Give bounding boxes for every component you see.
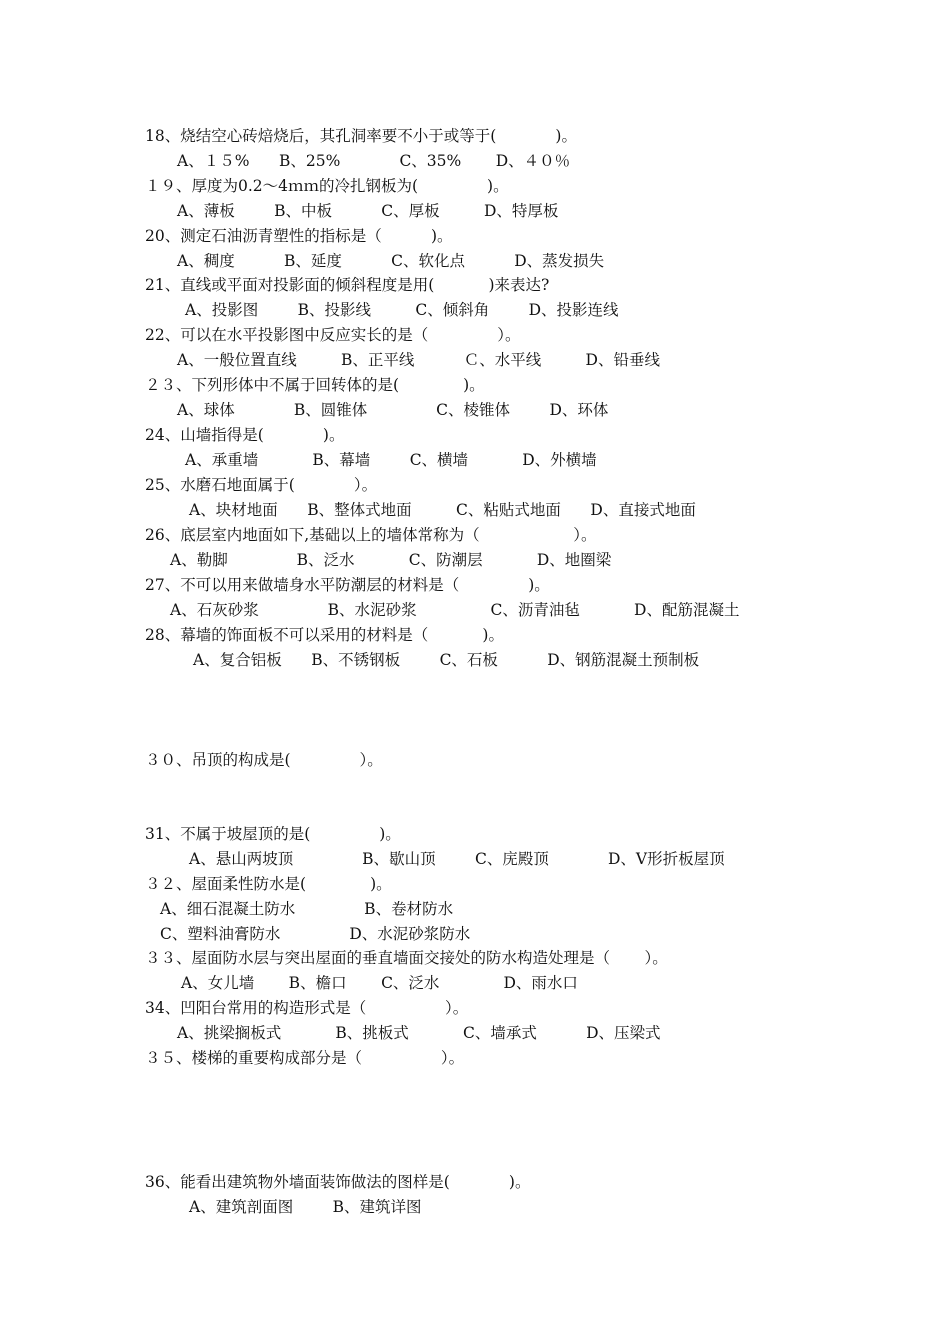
question-21: 21、直线或平面对投影面的倾斜程度是用( )来表达? <box>145 276 550 294</box>
question-19-options: A、薄板 B、中板 C、厚板 D、特厚板 <box>177 202 559 220</box>
question-32-options-row-1: A、细石混凝土防水 B、卷材防水 <box>160 900 454 918</box>
question-28: 28、幕墙的饰面板不可以采用的材料是（ )。 <box>145 626 504 644</box>
question-19: １９、厚度为0.2～4ｍｍ的冷扎钢板为( )。 <box>145 177 509 195</box>
question-18-options: A、１５% B、25% C、35% D、４０％ <box>177 152 571 170</box>
question-20: 20、测定石油沥青塑性的指标是（ )。 <box>145 227 453 245</box>
question-36-options: A、建筑剖面图 B、建筑详图 <box>189 1198 422 1216</box>
question-36: 36、能看出建筑物外墙面装饰做法的图样是( )。 <box>145 1173 531 1191</box>
question-28-options: A、复合铝板 B、不锈钢板 C、石板 D、钢筋混凝土预制板 <box>193 651 700 669</box>
question-34-options: A、挑梁搁板式 B、挑板式 C、墙承式 D、压梁式 <box>177 1024 661 1042</box>
question-22-options: A、一般位置直线 B、正平线 Ｃ、水平线 D、铅垂线 <box>177 351 660 369</box>
question-32-options-row-2: C、塑料油膏防水 D、水泥砂浆防水 <box>160 925 471 943</box>
question-27-options: A、石灰砂浆 B、水泥砂浆 C、沥青油毡 D、配筋混凝土 <box>170 601 740 619</box>
question-33-options: A、女儿墙 B、檐口 C、泛水 D、雨水口 <box>181 974 578 992</box>
question-22: 22、可以在水平投影图中反应实长的是（ ）。 <box>145 326 521 344</box>
question-30: ３０、吊顶的构成是( ）。 <box>145 751 383 769</box>
question-24-options: A、承重墙 B、幕墙 C、横墙 D、外横墙 <box>185 451 597 469</box>
question-31: 31、不属于坡屋顶的是( )。 <box>145 825 401 843</box>
question-23: ２３、下列形体中不属于回转体的是( )。 <box>145 376 485 394</box>
question-25-options: A、块材地面 B、整体式地面 C、粘贴式地面 D、直接式地面 <box>189 501 696 519</box>
question-32: ３２、屋面柔性防水是( )。 <box>145 875 392 893</box>
question-31-options: A、悬山两坡顶 B、歇山顶 C、庑殿顶 D、V形折板屋顶 <box>189 850 725 868</box>
question-21-options: A、投影图 B、投影线 C、倾斜角 D、投影连线 <box>185 301 619 319</box>
question-20-options: A、稠度 B、延度 C、软化点 D、蒸发损失 <box>177 252 605 270</box>
question-25: 25、水磨石地面属于( ）。 <box>145 476 378 494</box>
question-24: 24、山墙指得是( )。 <box>145 426 345 444</box>
question-34: 34、凹阳台常用的构造形式是（ ）。 <box>145 999 469 1017</box>
question-35: ３５、楼梯的重要构成部分是（ ）。 <box>145 1049 465 1067</box>
question-23-options: A、球体 B、圆锥体 C、棱锥体 D、环体 <box>177 401 609 419</box>
question-18: 18、烧结空心砖焙烧后，其孔洞率要不小于或等于( )。 <box>145 127 577 145</box>
question-33: ３３、屋面防水层与突出屋面的垂直墙面交接处的防水构造处理是（ ）。 <box>145 949 668 967</box>
question-27: 27、不可以用来做墙身水平防潮层的材料是（ )。 <box>145 576 550 594</box>
question-26-options: A、勒脚 B、泛水 C、防潮层 D、地圈梁 <box>170 551 612 569</box>
question-26: 26、底层室内地面如下,基础以上的墙体常称为（ ）。 <box>145 526 597 544</box>
